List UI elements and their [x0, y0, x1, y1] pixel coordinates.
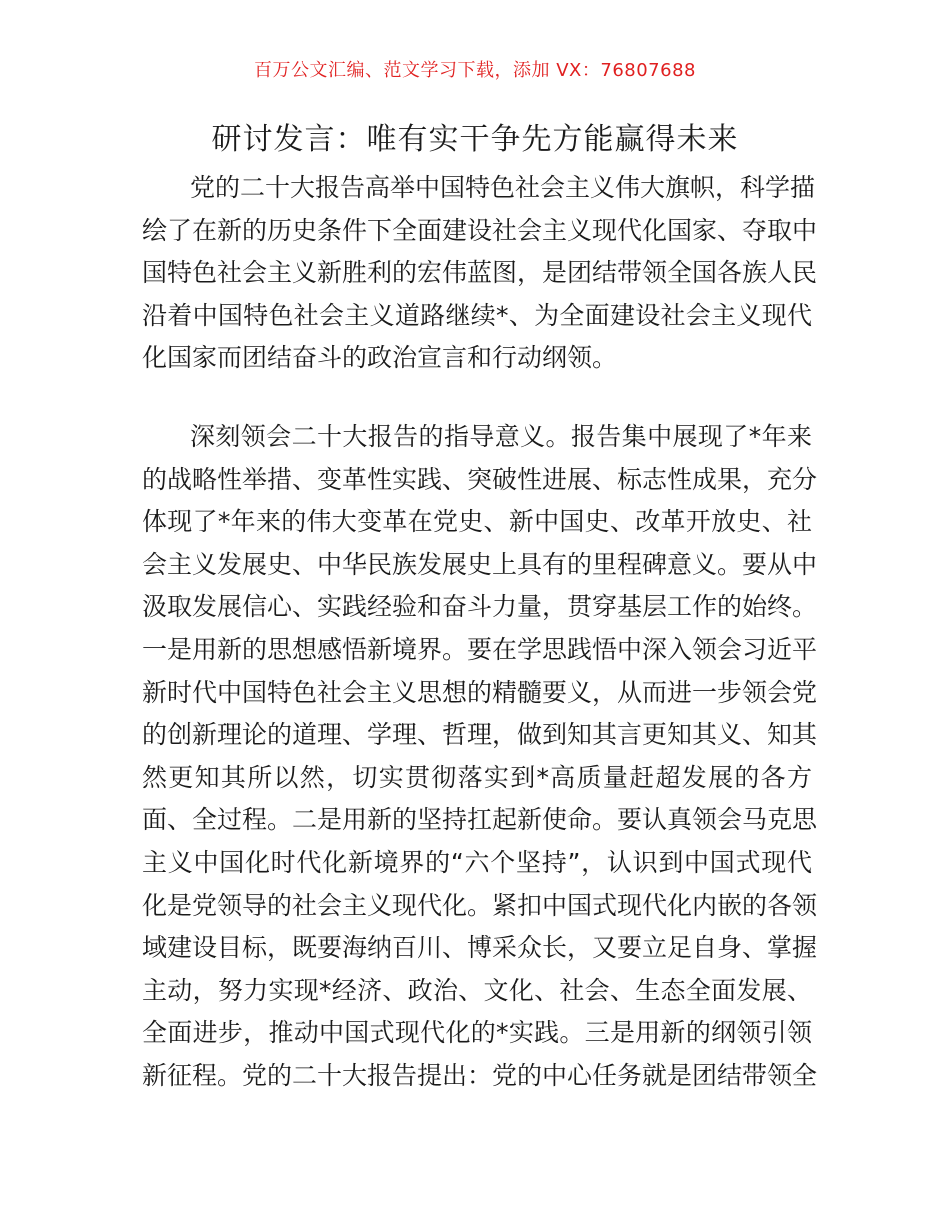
text-line: 主义中国化时代化新境界的“六个坚持”，认识到中国式现代: [142, 847, 812, 877]
paragraph-intro: [142, 167, 818, 380]
paragraph-guidance: [142, 416, 818, 1098]
text-line: 化国家而团结奋斗的政治宣言和行动纲领。: [142, 343, 618, 373]
text-line: 然更知其所以然，切实贯彻落实到*高质量赶超发展的各方: [142, 762, 812, 792]
document-title: 研讨发言：唯有实干争先方能赢得未来: [211, 122, 739, 157]
text-line: 深刻领会二十大报告的指导意义。报告集中展现了*年来: [190, 422, 812, 451]
text-line: 的战略性举措、变革性实践、突破性进展、标志性成果，充分: [142, 464, 818, 494]
text-line: 沿着中国特色社会主义道路继续*、为全面建设社会主义现代: [142, 300, 812, 330]
watermark-banner: 百万公文汇编、范文学习下载，添加 VX：76807688: [254, 60, 696, 81]
text-line: 党的二十大报告高举中国特色社会主义伟大旗帜，科学描: [190, 173, 816, 202]
text-line: 面、全过程。二是用新的坚持扛起新使命。要认真领会马克思: [142, 805, 818, 835]
text-line: 国特色社会主义新胜利的宏伟蓝图，是团结带领全国各族人民: [142, 258, 818, 288]
text-line: 新时代中国特色社会主义思想的精髓要义，从而进一步领会党: [142, 677, 818, 707]
text-line: 汲取发展信心、实践经验和奋斗力量，贯穿基层工作的始终。: [142, 592, 818, 622]
text-line: 会主义发展史、中华民族发展史上具有的里程碑意义。要从中: [142, 549, 818, 579]
text-line: 的创新理论的道理、学理、哲理，做到知其言更知其义、知其: [142, 720, 818, 750]
text-line: 主动，努力实现*经济、政治、文化、社会、生态全面发展、: [142, 975, 812, 1005]
text-line: 化是党领导的社会主义现代化。紧扣中国式现代化内嵌的各领: [142, 890, 818, 920]
text-line: 体现了*年来的伟大变革在党史、新中国史、改革开放史、社: [142, 507, 812, 537]
text-line: 域建设目标，既要海纳百川、博采众长，又要立足自身、掌握: [142, 933, 818, 963]
text-line: 全面进步，推动中国式现代化的*实践。三是用新的纲领引领: [142, 1018, 812, 1048]
text-line: 一是用新的思想感悟新境界。要在学思践悟中深入领会习近平: [142, 634, 818, 664]
text-line: 新征程。党的二十大报告提出：党的中心任务就是团结带领全: [142, 1060, 818, 1090]
text-line: 绘了在新的历史条件下全面建设社会主义现代化国家、夺取中: [142, 215, 818, 245]
